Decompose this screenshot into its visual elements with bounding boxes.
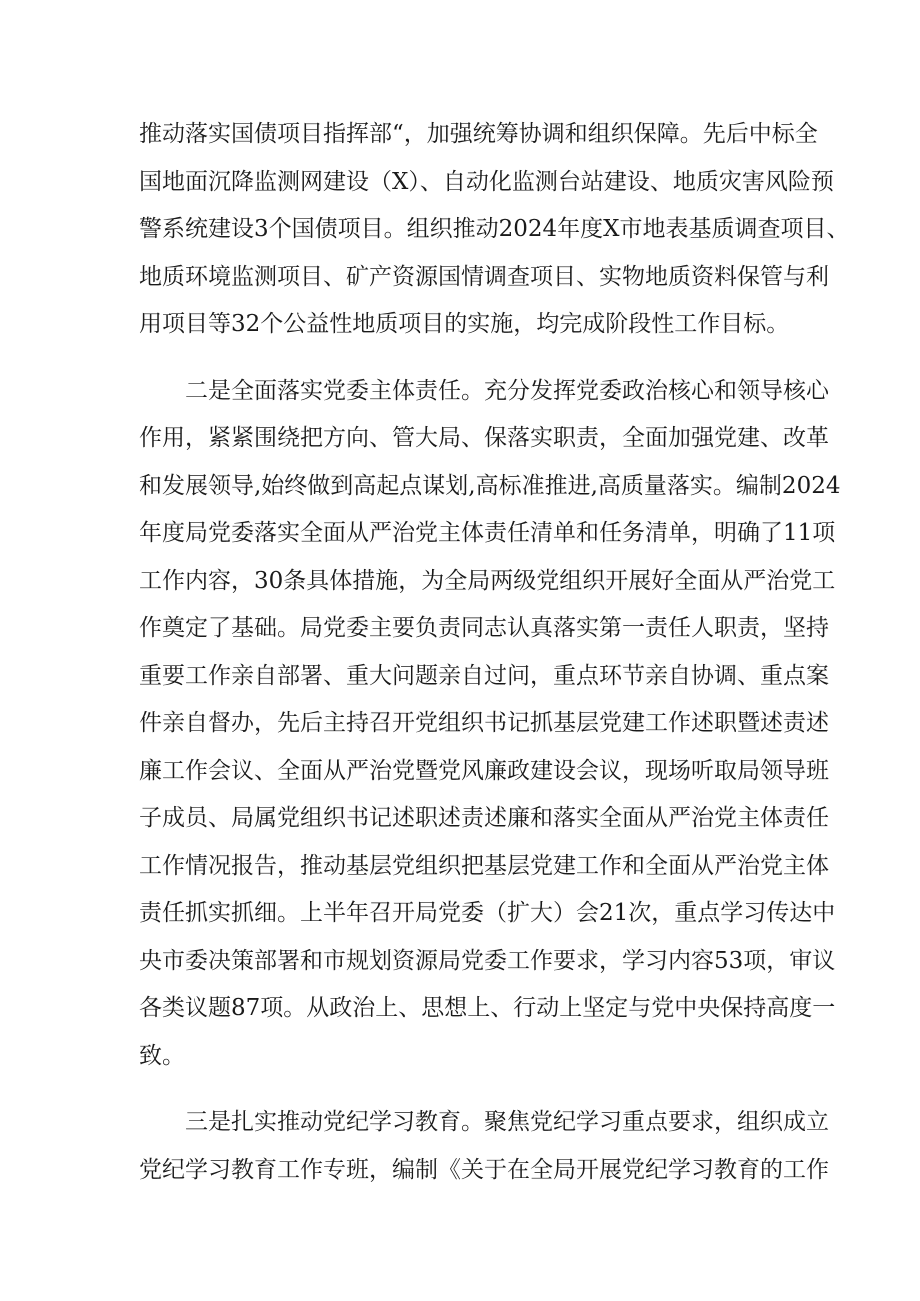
- paragraph-line: 件亲自督办，先后主持召开党组织书记抓基层党建工作述职暨述责述: [139, 710, 829, 736]
- paragraph-line: 和发展领导,始终做到高起点谋划,高标准推进,高质量落实。编制2024: [139, 472, 841, 499]
- document-body: [139, 114, 850, 1197]
- paragraph-line: 地质环境监测项目、矿产资源国情调查项目、实物地质资料保管与利: [139, 263, 829, 290]
- paragraph-line: 年度局党委落实全面从严治党主体责任清单和任务清单，明确了11项: [139, 520, 836, 546]
- paragraph-line: 重要工作亲自部署、重大问题亲自过问，重点环节亲自协调、重点案: [139, 662, 829, 689]
- paragraph-line: 推动落实国债项目指挥部“，加强统筹协调和组织保障。先后中标全: [139, 121, 818, 147]
- paragraph-line: 作用，紧紧围绕把方向、管大局、保落实职责，全面加强党建、改革: [139, 425, 829, 451]
- paragraph-line: 央市委决策部署和市规划资源局党委工作要求，学习内容53项，审议: [139, 947, 836, 974]
- paragraph-line: 国地面沉降监测网建设（X）、自动化监测台站建设、地质灾害风险预: [139, 168, 834, 195]
- paragraph-line: 党纪学习教育工作专班，编制《关于在全局开展党纪学习教育的工作: [139, 1156, 829, 1183]
- paragraph-party-committee-responsibility: [139, 371, 841, 1084]
- paragraph-party-discipline-education: [139, 1102, 829, 1197]
- paragraph-line: 工作内容，30条具体措施，为全局两级党组织开展好全面从严治党工: [139, 567, 836, 594]
- paragraph-national-bond-projects: [139, 114, 850, 352]
- paragraph-spacer: [139, 352, 789, 371]
- paragraph-heading-line: 二是全面落实党委主体责任。充分发挥党委政治核心和领导核心: [185, 377, 829, 404]
- paragraph-line: 工作情况报告，推动基层党组织把基层党建工作和全面从严治党主体: [139, 852, 829, 879]
- paragraph-heading-line: 三是扎实推动党纪学习教育。聚焦党纪学习重点要求，组织成立: [185, 1109, 829, 1135]
- paragraph-line: 致。: [139, 1042, 185, 1069]
- paragraph-line: 责任抓实抓细。上半年召开局党委（扩大）会21次，重点学习传达中: [139, 900, 836, 926]
- paragraph-line: 作奠定了基础。局党委主要负责同志认真落实第一责任人职责，坚持: [139, 615, 829, 641]
- paragraph-spacer: [139, 1083, 789, 1102]
- paragraph-line: 各类议题87项。从政治上、思想上、行动上坚定与党中央保持高度一: [139, 995, 836, 1021]
- paragraph-line: 廉工作会议、全面从严治党暨党风廉政建设会议，现场听取局领导班: [139, 757, 829, 784]
- paragraph-line: 警系统建设3个国债项目。组织推动2024年度X市地表基质调查项目、: [139, 216, 850, 242]
- paragraph-line: 子成员、局属党组织书记述职述责述廉和落实全面从严治党主体责任: [139, 805, 829, 831]
- paragraph-line: 用项目等32个公益性地质项目的实施，均完成阶段性工作目标。: [139, 311, 790, 337]
